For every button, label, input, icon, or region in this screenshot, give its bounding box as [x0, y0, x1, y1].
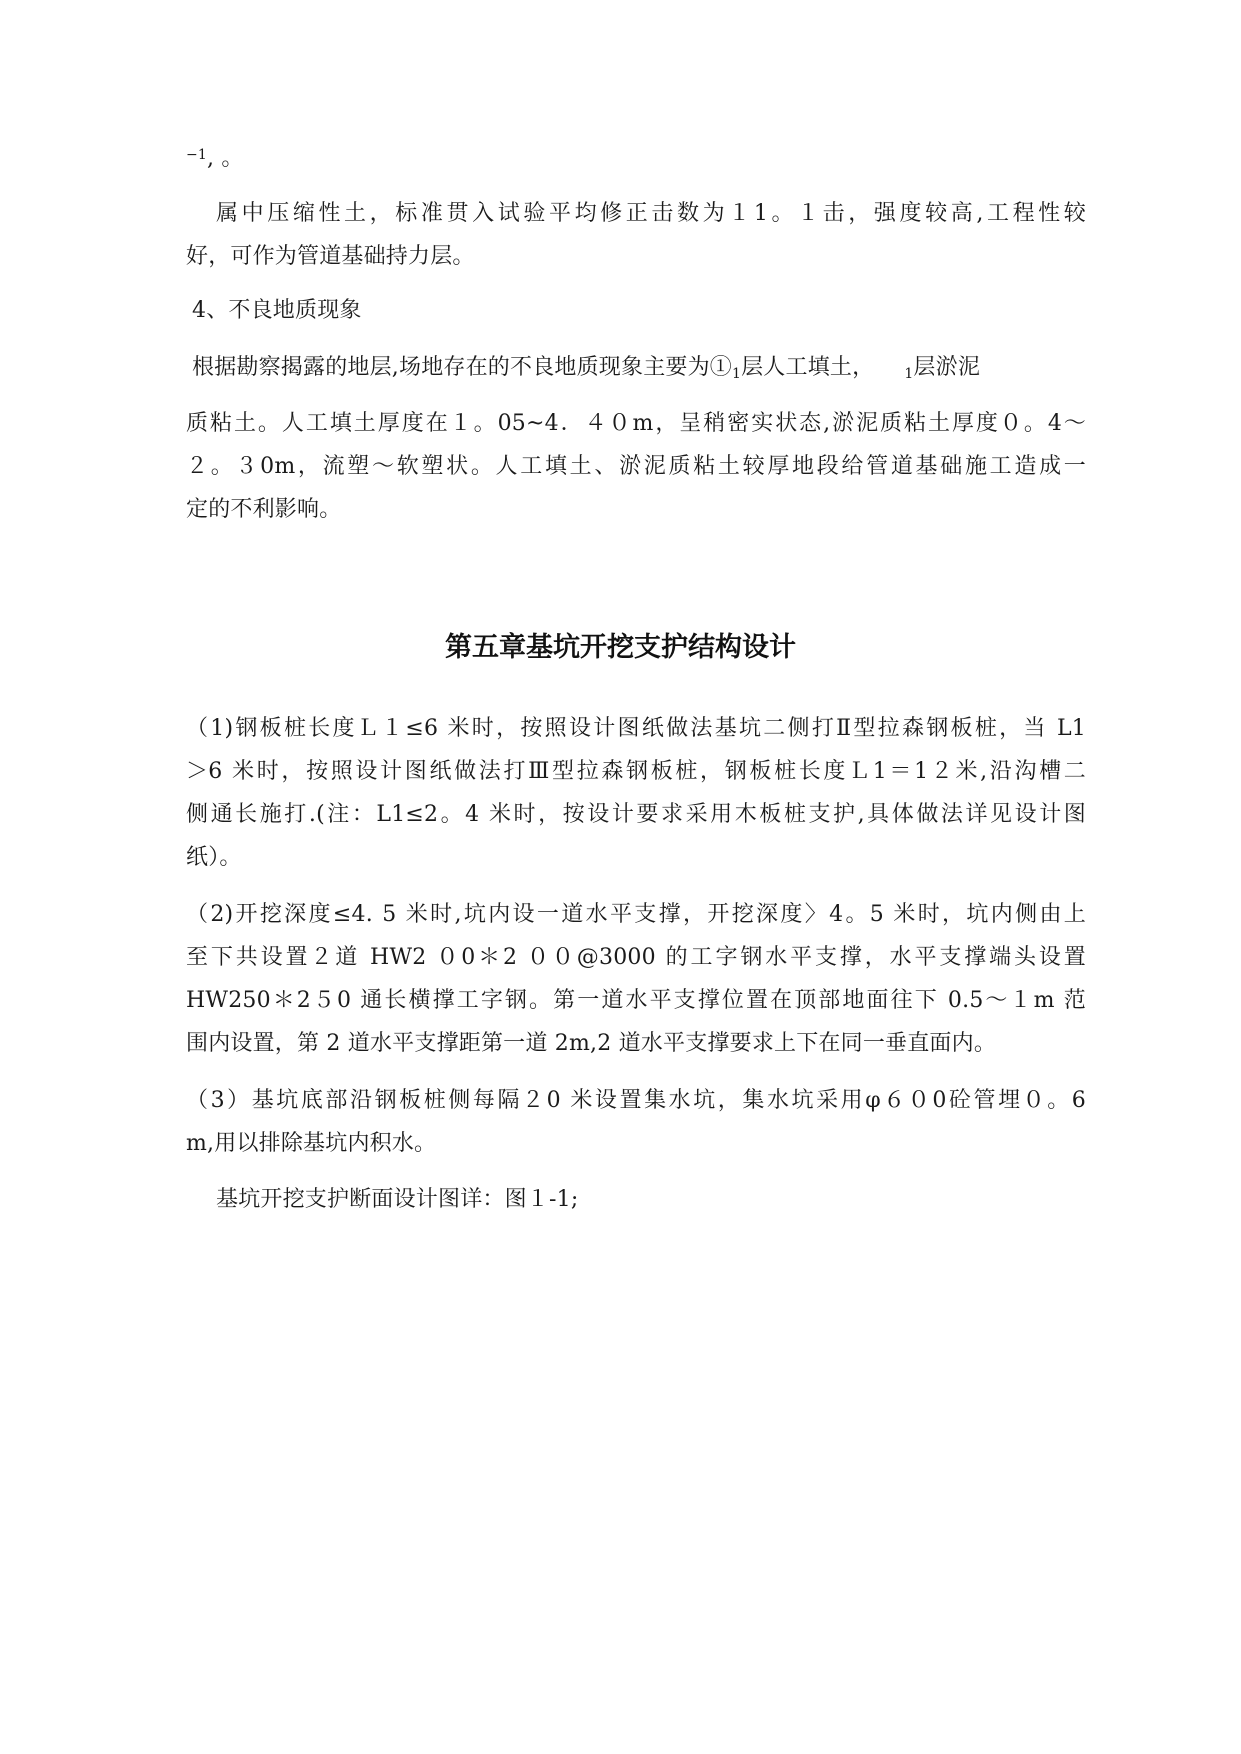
paragraph-line: HW250＊2５0 通长横撑工字钢。第一道水平支撑位置在顶部地面往下 0.5～１m 范: [186, 988, 1086, 1013]
text-span: 根据勘察揭露的地层,场地存在的不良地质现象主要为①: [192, 355, 732, 380]
superscript-fragment: −1: [186, 147, 208, 163]
paragraph-line: 围内设置，第 2 道水平支撑距第一道 2m,2 道水平支撑要求上下在同一垂直面内。: [186, 1031, 997, 1056]
paragraph-line: [192, 353, 1092, 389]
paragraph-line: （1)钢板桩长度Ｌ１≤6 米时，按照设计图纸做法基坑二侧打Ⅱ型拉森钢板桩，当 L1: [186, 716, 1086, 741]
text-span: 层人工填土，: [741, 355, 875, 380]
paragraph-line: 定的不利影响。: [186, 497, 342, 522]
paragraph-line: ２。３0m，流塑～软塑状。人工填土、淤泥质粘土较厚地段给管道基础施工造成一: [186, 454, 1086, 479]
paragraph-line: 属中压缩性土，标准贯入试验平均修正击数为１1。１击，强度较高,工程性较: [216, 201, 1086, 226]
paragraph-line: 纸）。: [186, 845, 242, 870]
chapter-title: 第五章基坑开挖支护结构设计: [445, 632, 796, 663]
paragraph-line: 侧通长施打.(注：L1≤2。4 米时，按设计要求采用木板桩支护,具体做法详见设计图: [186, 802, 1086, 827]
text-line-fragment: [186, 140, 1086, 174]
figure-reference: 基坑开挖支护断面设计图详：图１-1;: [216, 1187, 579, 1212]
paragraph-line: ＞6 米时，按照设计图纸做法打Ⅲ型拉森钢板桩，钢板桩长度Ｌ1＝1２米,沿沟槽二: [186, 759, 1086, 784]
fragment-text: , 。: [207, 146, 244, 171]
subsection-title: 4、不良地质现象: [192, 298, 362, 323]
paragraph-line: 至下共设置２道 HW2 ０0＊2 ００@3000 的工字钢水平支撑，水平支撑端头设置: [186, 945, 1086, 970]
subscript: 1: [732, 366, 742, 382]
subscript: 1: [904, 366, 914, 382]
paragraph-line: （3）基坑底部沿钢板桩侧每隔２0 米设置集水坑，集水坑采用φ６０0砼管埋０。6: [186, 1088, 1086, 1113]
paragraph-line: m,用以排除基坑内积水。: [186, 1131, 437, 1156]
paragraph-line: 质粘土。人工填土厚度在１。05~4．４０m，呈稍密实状态,淤泥质粘土厚度０。4～: [186, 411, 1086, 436]
text-span: 层淤泥: [913, 355, 981, 380]
paragraph-line: （2)开挖深度≤4. 5 米时,坑内设一道水平支撑，开挖深度〉4。5 米时，坑内侧由上: [186, 902, 1086, 927]
paragraph-line: 好，可作为管道基础持力层。: [186, 244, 475, 269]
